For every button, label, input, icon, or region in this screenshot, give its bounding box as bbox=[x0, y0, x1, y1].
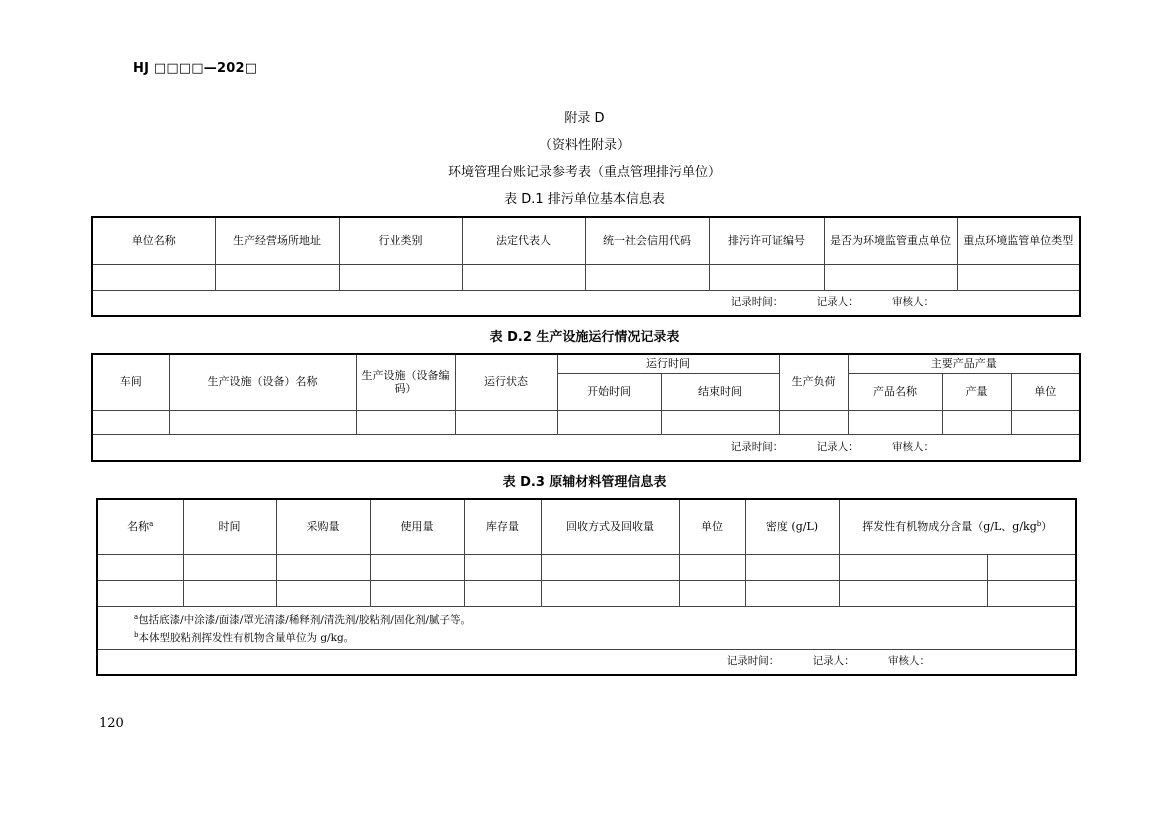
table-d2 bbox=[91, 353, 1081, 462]
footnote-a: $^a$包括底漆/中涂漆/面漆/罩光清漆/稀释剂/清洗剂/胶粘剂/固化剂/腻子等。 bbox=[134, 612, 471, 626]
table2-header-end-time: 结束时间 bbox=[661, 373, 779, 410]
table2-header-run-time: 运行时间 bbox=[557, 354, 779, 373]
table2-header-facility-code: 生产设施（设备编码） bbox=[356, 354, 455, 410]
table3-blank-cell[interactable] bbox=[987, 580, 1076, 606]
table1-blank-cell[interactable] bbox=[957, 264, 1080, 290]
table3-signature-row bbox=[97, 649, 1076, 675]
table3-blank-cell[interactable] bbox=[276, 554, 370, 580]
table3-header-purchase: 采购量 bbox=[276, 499, 370, 554]
table3-caption: 表 D.3 原辅材料管理信息表 bbox=[502, 475, 667, 490]
table2-blank-cell[interactable] bbox=[661, 410, 779, 434]
table3-blank-cell[interactable] bbox=[276, 580, 370, 606]
table1-blank-cell[interactable] bbox=[709, 264, 824, 290]
table1-header-cell: 是否为环境监管重点单位 bbox=[824, 217, 957, 264]
table2-header-output: 产量 bbox=[942, 373, 1011, 410]
table3-signature: 记录时间： 记录人： 审核人： bbox=[97, 649, 1076, 675]
table1-signature: 记录时间： 记录人： 审核人： bbox=[92, 290, 1080, 316]
table3-blank-cell[interactable] bbox=[679, 554, 745, 580]
table3-blank-cell[interactable] bbox=[839, 554, 987, 580]
table2-header-facility-name: 生产设施（设备）名称 bbox=[169, 354, 356, 410]
appendix-note: （资料性附录） bbox=[538, 138, 630, 153]
table1-caption: 表 D.1 排污单位基本信息表 bbox=[504, 192, 665, 207]
table1-signature-row bbox=[92, 290, 1080, 316]
table3-header-usage: 使用量 bbox=[370, 499, 464, 554]
table3-blank-cell[interactable] bbox=[370, 554, 464, 580]
table3-blank-cell[interactable] bbox=[183, 580, 276, 606]
table1-blank-cell[interactable] bbox=[215, 264, 339, 290]
table1-header-cell: 法定代表人 bbox=[462, 217, 585, 264]
table2-blank-cell[interactable] bbox=[356, 410, 455, 434]
table3-blank-cell[interactable] bbox=[370, 580, 464, 606]
footnote-marker-a: a bbox=[149, 519, 154, 528]
table1-blank-cell[interactable] bbox=[585, 264, 709, 290]
table2-blank-row bbox=[92, 410, 1080, 434]
table3-header-voc: 挥发性有机物成分含量（g/L、$g/kg^b$） bbox=[839, 499, 1076, 554]
table1-header-row bbox=[92, 217, 1080, 264]
table3-blank-cell[interactable] bbox=[464, 554, 541, 580]
table2-blank-cell[interactable] bbox=[455, 410, 557, 434]
table1-header-cell: 统一社会信用代码 bbox=[585, 217, 709, 264]
table3-header-time: 时间 bbox=[183, 499, 276, 554]
table2-header-status: 运行状态 bbox=[455, 354, 557, 410]
footnote-b: $^b$本体型胶粘剂挥发性有机物含量单位为 g/kg。 bbox=[134, 630, 355, 644]
table1-blank-row bbox=[92, 264, 1080, 290]
table3-blank-cell[interactable] bbox=[745, 554, 839, 580]
table2-signature: 记录时间： 记录人： 审核人： bbox=[92, 434, 1080, 461]
table-d1 bbox=[91, 216, 1081, 317]
appendix-title: 附录 D bbox=[564, 111, 605, 126]
table3-notes bbox=[97, 606, 1076, 649]
table3-blank-cell[interactable] bbox=[745, 580, 839, 606]
page-number: 120 bbox=[99, 716, 124, 731]
table2-blank-cell[interactable] bbox=[169, 410, 356, 434]
table2-header-workshop: 车间 bbox=[92, 354, 169, 410]
table3-blank-cell[interactable] bbox=[541, 554, 679, 580]
table3-blank-cell[interactable] bbox=[541, 580, 679, 606]
table3-blank-cell[interactable] bbox=[464, 580, 541, 606]
table3-notes-row bbox=[97, 606, 1076, 649]
table2-header-row bbox=[92, 354, 1080, 373]
table3-header-density: 密度 (g/L) bbox=[745, 499, 839, 554]
table2-header-start-time: 开始时间 bbox=[557, 373, 661, 410]
table2-blank-cell[interactable] bbox=[1011, 410, 1080, 434]
table3-header-stock: 库存量 bbox=[464, 499, 541, 554]
table2-blank-cell[interactable] bbox=[92, 410, 169, 434]
table1-blank-cell[interactable] bbox=[462, 264, 585, 290]
table2-signature-row bbox=[92, 434, 1080, 461]
table3-blank-cell[interactable] bbox=[679, 580, 745, 606]
table1-blank-cell[interactable] bbox=[824, 264, 957, 290]
table1-blank-cell[interactable] bbox=[92, 264, 215, 290]
table1-header-cell: 单位名称 bbox=[92, 217, 215, 264]
table-d3 bbox=[96, 498, 1077, 676]
table3-blank-row bbox=[97, 580, 1076, 606]
table1-header-cell: 排污许可证编号 bbox=[709, 217, 824, 264]
table1-header-cell: 重点环境监管单位类型 bbox=[957, 217, 1080, 264]
main-title: 环境管理台账记录参考表（重点管理排污单位） bbox=[447, 165, 721, 180]
table2-blank-cell[interactable] bbox=[942, 410, 1011, 434]
table1-blank-cell[interactable] bbox=[339, 264, 462, 290]
table3-blank-cell[interactable] bbox=[987, 554, 1076, 580]
table2-caption: 表 D.2 生产设施运行情况记录表 bbox=[489, 330, 680, 345]
table2-blank-cell[interactable] bbox=[848, 410, 942, 434]
table3-header-row bbox=[97, 499, 1076, 554]
table2-header-product-name: 产品名称 bbox=[848, 373, 942, 410]
table2-header-unit: 单位 bbox=[1011, 373, 1080, 410]
table2-header-load: 生产负荷 bbox=[779, 354, 848, 410]
table3-blank-cell[interactable] bbox=[183, 554, 276, 580]
table1-header-cell: 行业类别 bbox=[339, 217, 462, 264]
footnote-marker-b: b bbox=[1036, 519, 1042, 528]
table3-header-unit: 单位 bbox=[679, 499, 745, 554]
table3-blank-cell[interactable] bbox=[97, 580, 183, 606]
table2-blank-cell[interactable] bbox=[557, 410, 661, 434]
table2-header-main-output: 主要产品产量 bbox=[848, 354, 1080, 373]
table3-header-name: 名称$^a$ bbox=[97, 499, 183, 554]
table3-header-recovery: 回收方式及回收量 bbox=[541, 499, 679, 554]
table3-blank-row bbox=[97, 554, 1076, 580]
standard-code: HJ □□□□—202□ bbox=[133, 61, 258, 76]
table3-blank-cell[interactable] bbox=[97, 554, 183, 580]
table3-blank-cell[interactable] bbox=[839, 580, 987, 606]
table2-blank-cell[interactable] bbox=[779, 410, 848, 434]
table1-header-cell: 生产经营场所地址 bbox=[215, 217, 339, 264]
